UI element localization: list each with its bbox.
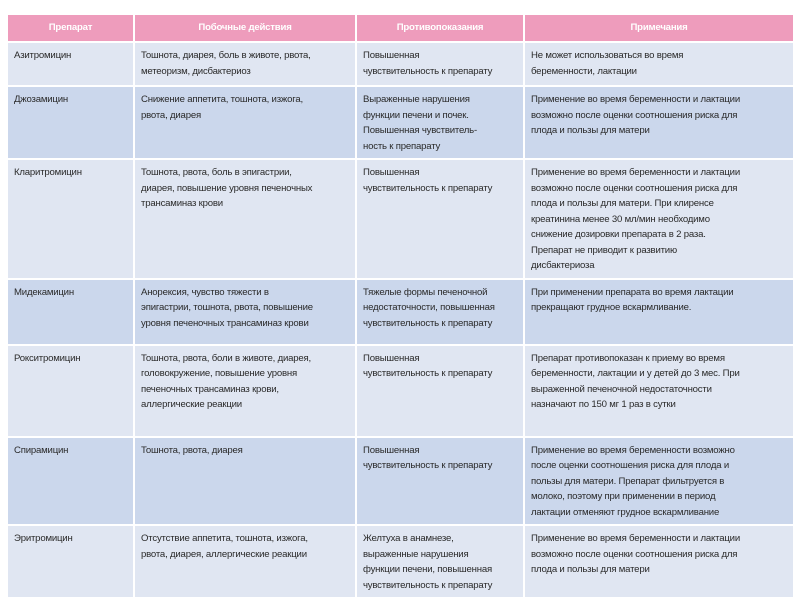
cell-text-line: функции печени и почек. (363, 109, 469, 121)
notes-cell (524, 525, 794, 598)
side-effects-cell (134, 159, 356, 279)
cell-text-line: печеночных трансаминаз крови, (141, 383, 279, 395)
cell-text-line: Повышенная (363, 167, 420, 178)
table-body (7, 42, 794, 598)
cell-text-line: Кларитромицин (14, 167, 82, 178)
cell-text-line: Повышенная (363, 444, 420, 456)
cell-text-line: лактации отменяют грудное вскармливание (531, 506, 720, 518)
cell-text-line: после оценки соотношения риска для плода и (531, 460, 729, 471)
contraindications-cell (356, 42, 524, 86)
cell-text-line: Тошнота, диарея, боль в животе, рвота, (141, 50, 311, 61)
cell-text-line: Применение во время беременности и лактации (531, 533, 740, 544)
drug-cell (7, 159, 134, 279)
cell-text-line: головокружение, повышение уровня (141, 368, 297, 379)
cell-text-line: выраженные нарушения (363, 548, 469, 560)
notes-cell (524, 437, 794, 526)
table-row (7, 525, 794, 598)
cell-text-line: Повышенная (363, 50, 420, 61)
cell-text-line: Рокситромицин (14, 352, 81, 364)
header-row (7, 14, 794, 42)
cell-text-line: трансаминаз крови (141, 198, 223, 209)
side-effects-cell (134, 525, 356, 598)
cell-text-line: функции печени, повышенная (363, 564, 492, 575)
cell-text-line: беременности, лактации и у детей до 3 мес. При (531, 368, 740, 379)
cell-text-line: Не может использоваться во время (531, 50, 684, 61)
cell-text-line: Джозамицин (14, 94, 68, 105)
cell-text-line: рвота, диарея (141, 109, 201, 121)
cell-text-line: снижение дозировки препарата в 2 раза. (531, 229, 706, 240)
cell-text-line: креатинина менее 30 мл/мин необходимо (531, 213, 710, 225)
cell-text-line: чувствительность к препарату (363, 182, 493, 194)
contraindications-cell (356, 279, 524, 345)
notes-cell (524, 345, 794, 437)
cell-text-line: Применение во время беременности и лактации (531, 167, 740, 178)
drug-cell (7, 42, 134, 86)
cell-text-line: Тошнота, рвота, боль в эпигастрии, (141, 167, 292, 178)
cell-text-line: уровня печеночных трансаминаз крови (141, 317, 309, 329)
table-row (7, 159, 794, 279)
cell-text-line: плода и пользы для матери. При клиренсе (531, 198, 714, 209)
side-effects-cell (134, 345, 356, 437)
side-effects-cell (134, 437, 356, 526)
cell-text-line: Спирамицин (14, 444, 69, 456)
cell-text-line: метеоризм, дисбактериоз (141, 65, 251, 77)
cell-text-line: Эритромицин (14, 533, 73, 544)
cell-text-line: чувствительность к препарату (363, 579, 493, 591)
table-row (7, 345, 794, 437)
cell-text-line: Азитромицин (14, 50, 72, 61)
drug-cell (7, 525, 134, 598)
cell-text-line: Отсутствие аппетита, тошнота, изжога, (141, 533, 308, 544)
cell-text-line: рвота, диарея, аллергические реакции (141, 548, 307, 560)
cell-text-line: дисбактериоза (531, 260, 595, 271)
cell-text-line: недостаточности, повышенная (363, 302, 495, 313)
notes-cell (524, 42, 794, 86)
cell-text-line: чувствительность к препарату (363, 368, 493, 379)
cell-text-line: возможно после оценки соотношения риска для (531, 548, 738, 560)
cell-text-line: аллергические реакции (141, 399, 242, 410)
table-row (7, 42, 794, 86)
contraindications-cell (356, 437, 524, 526)
cell-text-line: Применение во время беременности возможно (531, 444, 735, 456)
notes-cell (524, 159, 794, 279)
drug-cell (7, 279, 134, 345)
cell-text-line: Тошнота, рвота, боли в животе, диарея, (141, 352, 311, 364)
cell-text-line: Тошнота, рвота, диарея (141, 444, 243, 456)
cell-text-line: Применение во время беременности и лактации (531, 94, 740, 105)
cell-text-line: Желтуха в анамнезе, (363, 533, 454, 544)
cell-text-line: Снижение аппетита, тошнота, изжога, (141, 94, 303, 105)
cell-text-line: прекращают грудное вскармливание. (531, 302, 692, 313)
cell-text-line: Препарат не приводит к развитию (531, 244, 677, 256)
cell-text-line: пользы для матери. Препарат фильтруется в (531, 475, 725, 487)
cell-text-line: Повышенная (363, 352, 420, 364)
header-notes: Примечания (524, 14, 794, 42)
cell-text-line: При применении препарата во время лактации (531, 286, 734, 298)
cell-text-line: Выраженные нарушения (363, 94, 470, 105)
cell-text-line: чувствительность к препарату (363, 317, 493, 329)
cell-text-line: возможно после оценки соотношения риска для (531, 109, 738, 121)
contraindications-cell (356, 345, 524, 437)
cell-text-line: Повышенная чувствитель- (363, 125, 477, 136)
cell-text-line: возможно после оценки соотношения риска для (531, 182, 738, 194)
cell-text-line: Мидекамицин (14, 286, 74, 298)
macrolides-table (6, 13, 795, 599)
cell-text-line: Тяжелые формы печеночной (363, 286, 488, 298)
drug-cell (7, 345, 134, 437)
contraindications-cell (356, 86, 524, 159)
notes-cell (524, 279, 794, 345)
header-side-effects: Побочные действия (134, 14, 356, 42)
table-row (7, 279, 794, 345)
drug-cell (7, 86, 134, 159)
drug-cell (7, 437, 134, 526)
cell-text-line: чувствительность к препарату (363, 65, 493, 77)
cell-text-line: ность к препарату (363, 140, 441, 152)
contraindications-cell (356, 159, 524, 279)
header-drug: Препарат (7, 14, 134, 42)
cell-text-line: беременности, лактации (531, 65, 637, 77)
cell-text-line: чувствительность к препарату (363, 460, 493, 471)
header-contraindications: Противопоказания (356, 14, 524, 42)
cell-text-line: эпигастрии, тошнота, рвота, повышение (141, 302, 313, 313)
table-row (7, 437, 794, 526)
notes-cell (524, 86, 794, 159)
cell-text-line: назначают по 150 мг 1 раз в сутки (531, 399, 676, 410)
cell-text-line: молоко, поэтому при применении в период (531, 491, 716, 502)
table-row (7, 86, 794, 159)
side-effects-cell (134, 279, 356, 345)
contraindications-cell (356, 525, 524, 598)
side-effects-cell (134, 42, 356, 86)
cell-text-line: плода и пользы для матери (531, 125, 650, 136)
cell-text-line: Препарат противопоказан к приему во время (531, 352, 725, 364)
side-effects-cell (134, 86, 356, 159)
cell-text-line: диарея, повышение уровня печеночных (141, 182, 313, 194)
cell-text-line: плода и пользы для матери (531, 564, 650, 575)
cell-text-line: выраженной печеночной недостаточности (531, 383, 712, 395)
cell-text-line: Анорексия, чувство тяжести в (141, 286, 269, 298)
